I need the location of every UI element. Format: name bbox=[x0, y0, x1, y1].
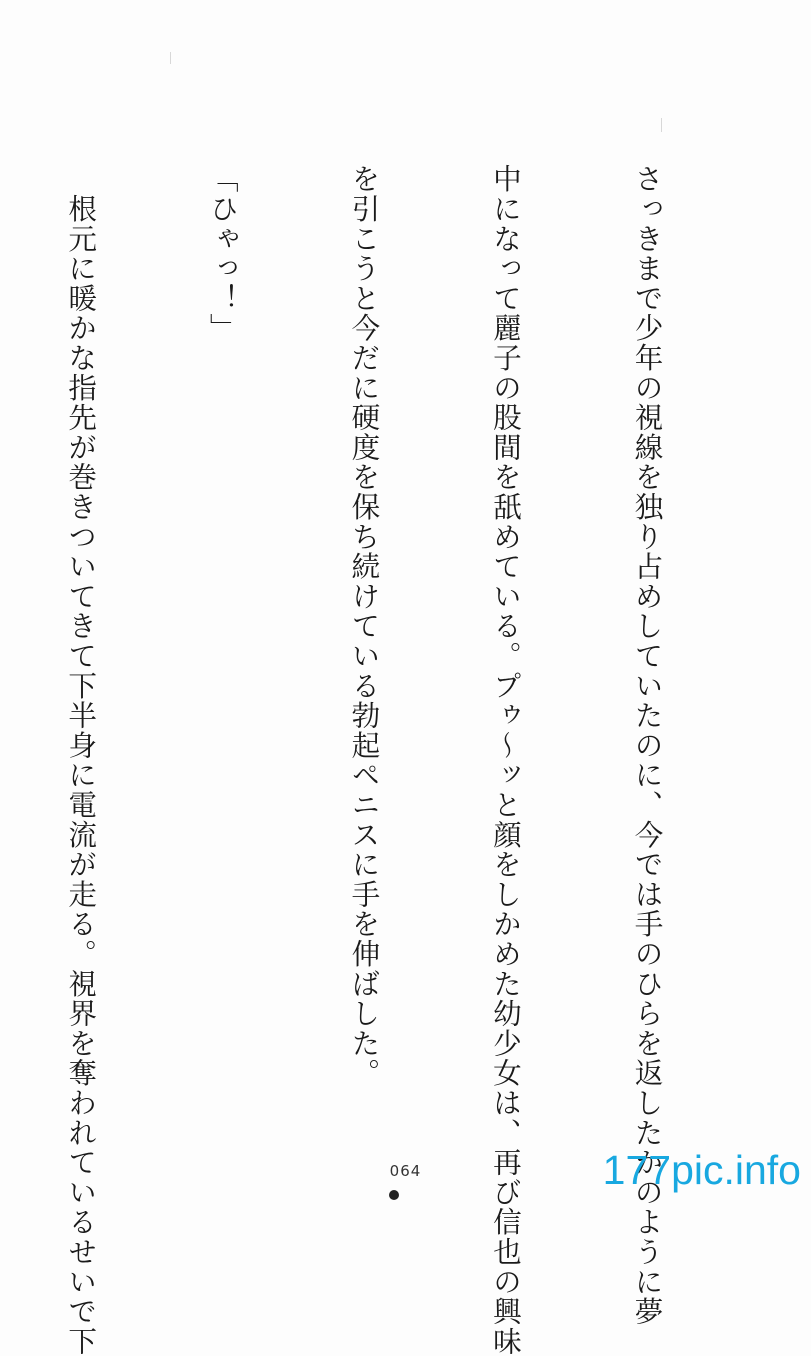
text-line: 「ひゃっ！」 bbox=[205, 164, 240, 343]
text-line: 根元に暖かな指先が巻きついてきて下半身に電流が走る。視界を奪われているせいで下 bbox=[64, 164, 99, 1356]
scan-mark-top bbox=[661, 118, 662, 132]
binding-dot bbox=[389, 1190, 399, 1200]
scan-mark-side bbox=[170, 52, 171, 64]
watermark: 177pic.info bbox=[602, 1147, 801, 1193]
text-line: 中になって麗子の股間を舐めている。プゥ～ッと顔をしかめた幼少女は、再び信也の興味 bbox=[488, 164, 523, 1356]
text-line: を引こうと今だに硬度を保ち続けている勃起ペニスに手を伸ばした。 bbox=[347, 164, 382, 1088]
page-number: 064 bbox=[389, 1162, 422, 1180]
text-line: さっきまで少年の視線を独り占めしていたのに、今では手のひらを返したかのように夢 bbox=[630, 164, 665, 1327]
